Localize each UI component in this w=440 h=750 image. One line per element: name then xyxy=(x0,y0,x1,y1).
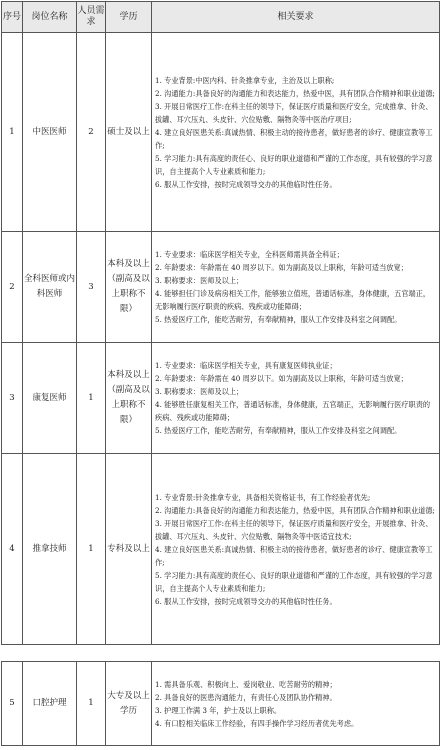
requirement-item: 1. 专业要求：临床医学相关专业，全科医师需具备全科证； xyxy=(155,250,344,259)
row-seq: 3 xyxy=(2,343,23,454)
header-seq: 序号 xyxy=(2,2,23,33)
recruitment-table xyxy=(1,1,440,645)
row-requirements xyxy=(152,343,440,454)
row-position: 全科医师或内科医师 xyxy=(23,232,77,343)
row-seq: 1 xyxy=(2,33,23,232)
row-education: 本科及以上（副高及以上职称不限） xyxy=(106,232,152,343)
requirement-item: 3. 职称要求：医师及以上； xyxy=(155,276,244,285)
row-count: 1 xyxy=(77,662,106,746)
requirement-item: 2. 沟通能力:具备良好的沟通能力和表达能力，热爱中医，具有团队合作精神和职业道德; xyxy=(155,88,435,98)
requirement-item: 1. 专业背景:针灸推拿专业，具备相关资格证书，有工作经验者优先; xyxy=(155,492,371,502)
table-row xyxy=(2,343,440,454)
row-requirements xyxy=(152,454,440,645)
header-position: 岗位名称 xyxy=(23,2,77,33)
requirement-item: 3. 职称要求：医师及以上； xyxy=(155,387,244,396)
requirement-item: 5. 热爱医疗工作，能吃苦耐劳，有奉献精神，服从工作安排及科室之间调配。 xyxy=(155,315,402,324)
row-position: 康复医师 xyxy=(23,343,77,454)
requirement-item: 2. 具备良好的医患沟通能力，有责任心及团队协作精神。 xyxy=(155,692,337,702)
requirement-item: 6. 服从工作安排，按时完成领导交办的其他临时性任务。 xyxy=(155,596,337,606)
row-education: 大专及以上学历 xyxy=(106,662,152,746)
requirement-item: 2. 沟通能力:具备良好的沟通能力和表达能力，热爱中医，具有团队合作精神和职业道德; xyxy=(155,505,435,515)
row-requirements xyxy=(152,662,440,746)
recruitment-table-continued xyxy=(1,661,440,746)
row-position: 中医医师 xyxy=(23,33,77,232)
table-row xyxy=(2,454,440,645)
requirement-item: 3. 护理工作满 3 年，护士及以上职称。 xyxy=(155,705,282,715)
requirement-item: 6. 服从工作安排，按时完成领导交办的其他临时性任务。 xyxy=(155,179,337,189)
requirement-item: 1. 专业要求：临床医学相关专业，具有康复医师执业证； xyxy=(155,361,337,370)
row-count: 1 xyxy=(77,343,106,454)
requirement-item: 4. 建立良好医患关系:真诚热情、积极主动的接待患者，做好患者的诊疗、健康宣教等工作; xyxy=(155,127,433,150)
row-count: 3 xyxy=(77,232,106,343)
row-education: 本科及以上（副高及以上职称不限） xyxy=(106,343,152,454)
row-seq: 4 xyxy=(2,454,23,645)
requirement-item: 1. 需具备乐观、积极向上、爱岗敬业、吃苦耐劳的精神； xyxy=(155,679,337,689)
row-count: 2 xyxy=(77,33,106,232)
row-education: 硕士及以上 xyxy=(106,33,152,232)
requirement-item: 2. 年龄要求：年龄需在 40 周岁以下。如为副高及以上职称，年龄可适当放宽； xyxy=(155,374,408,383)
requirement-item: 5. 学习能力:具有高度的责任心、良好的职业道德和严谨的工作态度，具有较强的学习意识，自主提高个人专业素质和能力; xyxy=(155,153,433,176)
row-position: 口腔护理 xyxy=(23,662,77,746)
requirement-item: 4. 建立良好医患关系:真诚热情、积极主动的接待患者，做好患者的诊疗、健康宣教等工作; xyxy=(155,544,433,567)
header-edu: 学历 xyxy=(106,2,152,33)
row-count: 1 xyxy=(77,454,106,645)
requirement-item: 3. 开展日常医疗工作:在科主任的领导下，保证医疗质量和医疗安全，开展推拿、针灸、拔罐、耳穴压丸、头皮针、穴位贴敷、隔物灸等中医适宜技术; xyxy=(155,518,433,541)
requirement-item: 1. 专业背景:中医内科、针灸推拿专业，主治及以上职称; xyxy=(155,75,335,85)
header-row xyxy=(2,2,440,33)
table-row xyxy=(2,33,440,232)
requirement-item: 4. 能够胜任康复相关工作，普通话标准，身体健康，五官端正，无影响履行医疗职责的疾病、残疾或功能障碍； xyxy=(155,400,431,422)
row-seq: 5 xyxy=(2,662,23,746)
requirement-item: 5. 学习能力:具有高度的责任心、良好的职业道德和严谨的工作态度，具有较强的学习意识，自主提高个人专业素质和能力; xyxy=(155,570,433,593)
row-seq: 2 xyxy=(2,232,23,343)
requirement-item: 2. 年龄要求：年龄需在 40 周岁以下。如为副高及以上职称，年龄可适当放宽； xyxy=(155,263,408,272)
requirement-item: 3. 开展日常医疗工作:在科主任的领导下，保证医疗质量和医疗安全，完成推拿、针灸、拔罐、耳穴压丸、头皮针、穴位贴敷、隔物灸等中医治疗项目; xyxy=(155,101,433,124)
row-position: 推拿技师 xyxy=(23,454,77,645)
table-row xyxy=(2,662,440,746)
header-count: 人员需求 xyxy=(77,2,106,33)
header-requirements: 相关要求 xyxy=(152,2,440,33)
requirement-item: 5. 热爱医疗工作，能吃苦耐劳，有奉献精神，服从工作安排及科室之间调配。 xyxy=(155,426,402,435)
row-education: 专科及以上 xyxy=(106,454,152,645)
row-requirements xyxy=(152,232,440,343)
requirement-item: 4. 能够担任门诊及病房相关工作，能够独立值班，普通话标准，身体健康，五官端正，无影响履行医疗职责的疾病、残疾或功能障碍； xyxy=(155,289,431,311)
row-requirements xyxy=(152,33,440,232)
requirement-item: 4. 有口腔相关临床工作经验，有四手操作学习经历者优先考虑。 xyxy=(155,718,359,728)
table-row xyxy=(2,232,440,343)
